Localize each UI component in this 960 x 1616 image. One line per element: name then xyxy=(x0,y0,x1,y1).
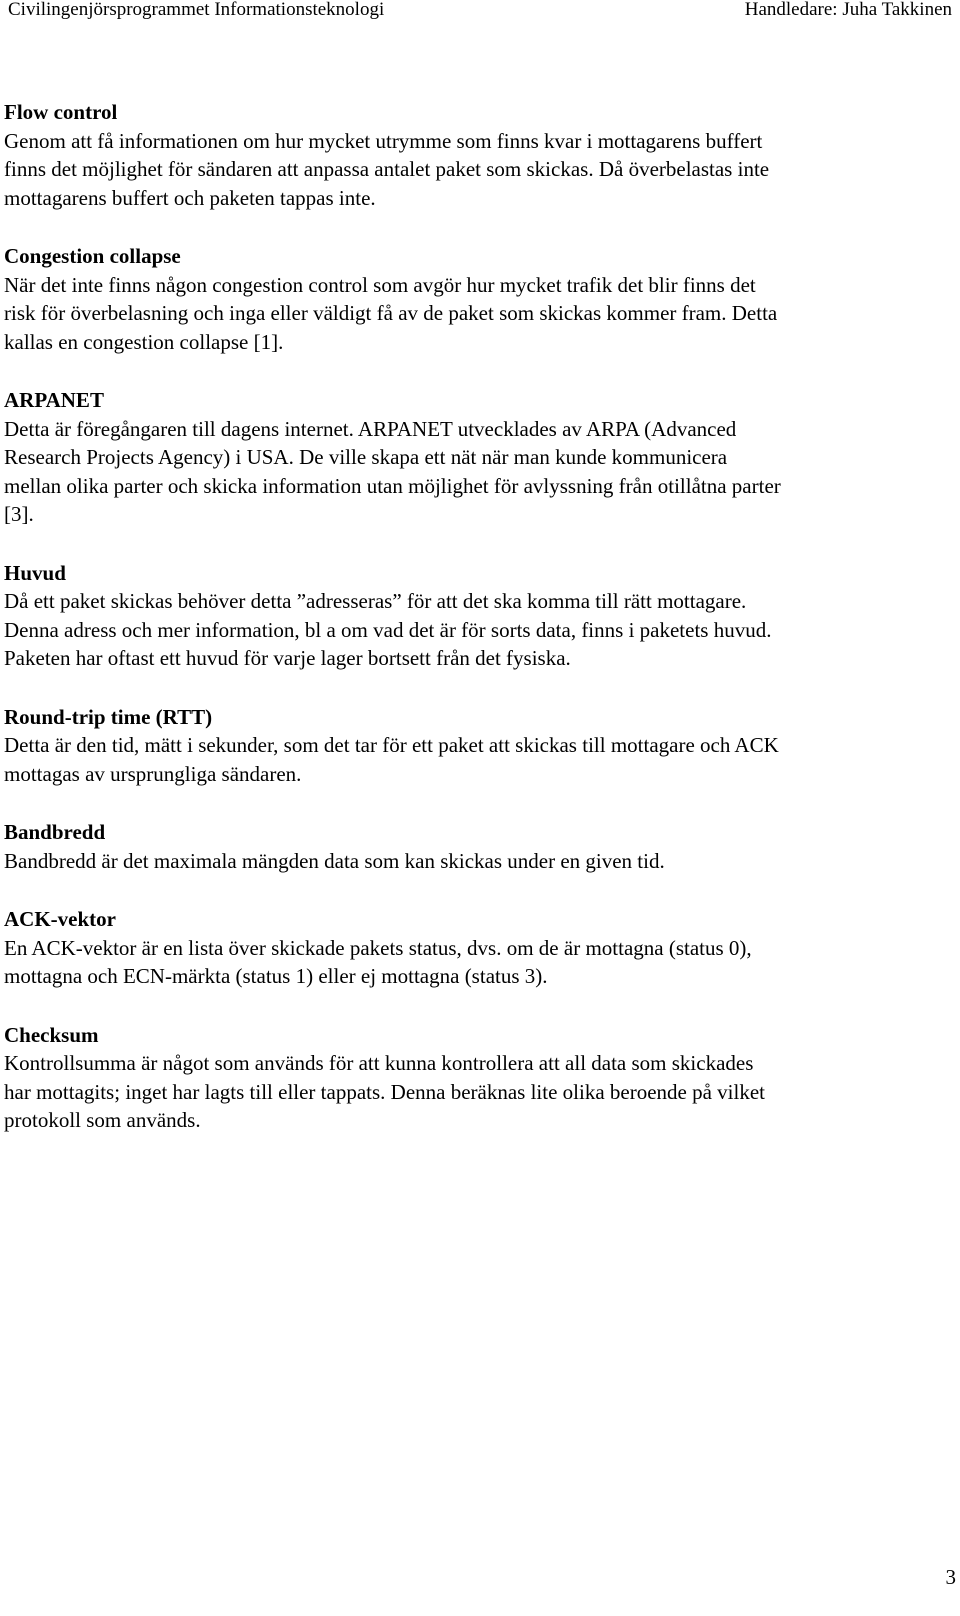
header-program: Civilingenjörsprogrammet Informationsteknologi xyxy=(8,0,385,20)
section-paragraph: En ACK-vektor är en lista över skickade pakets status, dvs. om de är mottagna (status 0), mottagna och ECN-märkta (status 1) eller ej mottagna (status 3). xyxy=(4,935,752,988)
page-number: 3 xyxy=(945,1565,956,1589)
section-paragraph: Bandbredd är det maximala mängden data som kan skickas under en given tid. xyxy=(4,848,665,873)
section-heading: Congestion collapse xyxy=(4,244,181,268)
running-header xyxy=(0,0,960,36)
section-congestion-collapse xyxy=(4,242,784,356)
section-checksum xyxy=(4,1021,784,1135)
section-heading: ARPANET xyxy=(4,388,104,412)
section-paragraph: När det inte finns någon congestion control som avgör hur mycket trafik det blir finns det risk för överbelasning och inga eller väldigt få av de paket som skickas kommer fram. Detta kallas en congestion collapse [1]. xyxy=(4,272,778,354)
section-heading: Flow control xyxy=(4,100,118,124)
section-flow-control xyxy=(4,98,784,212)
section-huvud xyxy=(4,559,784,673)
section-paragraph: Detta är föregångaren till dagens internet. ARPANET utvecklades av ARPA (Advanced Research Projects Agency) i USA. De ville skapa ett nät när man kunde kommunicera mellan olika parter och skicka information utan möjlighet för avlyssning från otillåtna parter [3]. xyxy=(4,416,781,526)
section-ack-vektor xyxy=(4,905,784,991)
section-paragraph: Då ett paket skickas behöver detta ”adresseras” för att det ska komma till rätt mottagare. Denna adress och mer information, bl a om vad det är för sorts data, finns i paketets huvud. Paketen har oftast ett huvud för varje lager bortsett från det fysiska. xyxy=(4,589,772,670)
header-supervisor: Handledare: Juha Takkinen xyxy=(744,0,952,20)
section-heading: Bandbredd xyxy=(4,820,106,844)
section-paragraph: Detta är den tid, mätt i sekunder, som det tar för ett paket att skickas till mottagare och ACK mottagas av ursprungliga sändaren. xyxy=(4,733,779,786)
section-paragraph: Kontrollsumma är något som används för att kunna kontrollera att all data som skickades har mottagits; inget har lagts till eller tappats. Denna beräknas lite olika beroende på vilket protokoll som används. xyxy=(4,1051,766,1132)
section-heading: Round-trip time (RTT) xyxy=(4,704,213,729)
section-heading: ACK-vektor xyxy=(4,907,116,931)
section-heading: Huvud xyxy=(4,560,66,585)
document-body xyxy=(4,98,784,1165)
section-paragraph: Genom att få informationen om hur mycket utrymme som finns kvar i mottagarens buffert finns det möjlighet för sändaren att anpassa antalet paket som skickas. Då överbelastas inte mottagarens buffert och paketen tappas inte. xyxy=(4,128,770,210)
section-arpanet xyxy=(4,386,784,529)
section-rtt xyxy=(4,703,784,789)
section-bandbredd xyxy=(4,818,784,875)
section-heading: Checksum xyxy=(4,1022,99,1047)
